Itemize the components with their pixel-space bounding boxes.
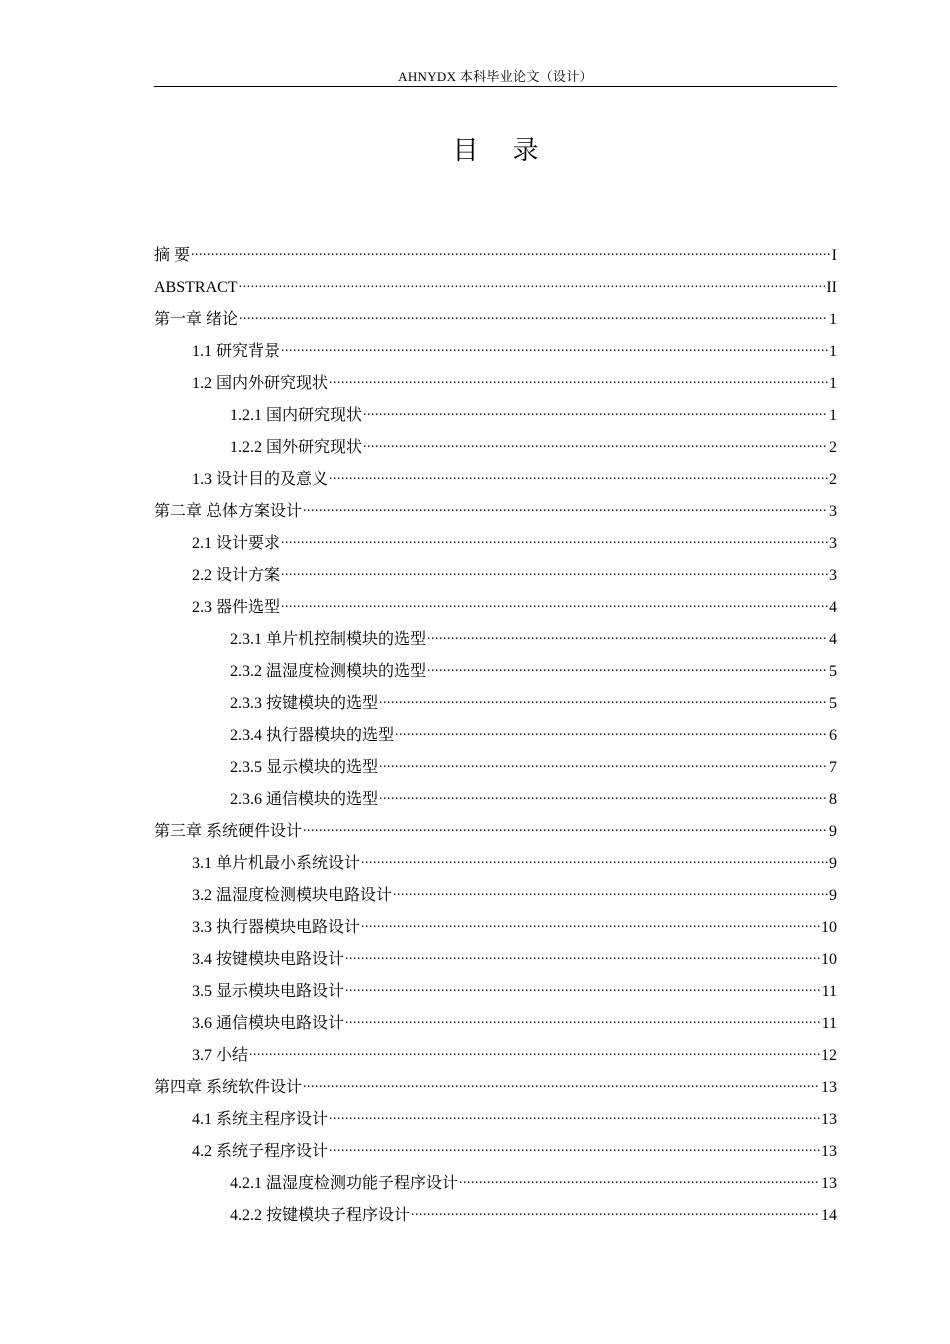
toc-dot-leader [239, 268, 826, 300]
toc-entry-title: 4.2.1 温湿度检测功能子程序设计 [230, 1175, 459, 1192]
toc-entry-page-number: 8 [829, 791, 837, 808]
toc-entry-title: 第三章 系统硬件设计 [154, 823, 303, 840]
toc-entry-page-number: 3 [829, 567, 837, 584]
toc-dot-leader [345, 940, 820, 972]
toc-entry-page-number: 13 [821, 1143, 837, 1160]
toc-entry[interactable] [154, 1200, 837, 1232]
toc-dot-leader [281, 556, 828, 588]
toc-entry-page-number: 9 [829, 887, 837, 904]
toc-entry-title: 1.3 设计目的及意义 [192, 471, 329, 488]
toc-entry-page-number: 5 [829, 663, 837, 680]
toc-dot-leader [345, 1004, 821, 1036]
toc-entry-page-number: 6 [829, 727, 837, 744]
toc-entry-page-number: 12 [821, 1047, 837, 1064]
toc-entry-title: 3.6 通信模块电路设计 [192, 1015, 345, 1032]
toc-entry-page-number: 13 [821, 1079, 837, 1096]
toc-dot-leader [379, 748, 828, 780]
toc-dot-leader [393, 876, 828, 908]
toc-dot-leader [329, 364, 828, 396]
toc-entry-page-number: 7 [829, 759, 837, 776]
toc-entry-page-number: 11 [821, 983, 837, 1000]
toc-dot-leader [427, 652, 828, 684]
toc-entry-page-number: 10 [821, 951, 837, 968]
toc-entry-title: 3.3 执行器模块电路设计 [192, 919, 361, 936]
toc-entry-page-number: 1 [829, 311, 837, 328]
toc-entry-title: 2.3 器件选型 [192, 599, 281, 616]
toc-entry-page-number: 3 [829, 503, 837, 520]
toc-entry-page-number: I [831, 247, 837, 264]
toc-dot-leader [363, 428, 828, 460]
toc-dot-leader [395, 716, 828, 748]
page-title: 目录 [452, 136, 573, 166]
header-rule [154, 86, 837, 87]
toc-entry-title: 4.2.2 按键模块子程序设计 [230, 1207, 411, 1224]
toc-entry-title: 2.2 设计方案 [192, 567, 281, 584]
toc-entry-title: 2.3.3 按键模块的选型 [230, 695, 379, 712]
toc-entry-page-number: 1 [829, 407, 837, 424]
toc-entry-title: ABSTRACT [154, 279, 238, 296]
toc-entry-page-number: 9 [829, 855, 837, 872]
table-of-contents [154, 240, 837, 1232]
toc-entry-title: 2.3.4 执行器模块的选型 [230, 727, 395, 744]
toc-entry-title: 2.3.2 温湿度检测模块的选型 [230, 663, 427, 680]
toc-dot-leader [459, 1164, 820, 1196]
toc-entry-title: 2.3.5 显示模块的选型 [230, 759, 379, 776]
toc-dot-leader [363, 396, 828, 428]
toc-entry-title: 4.2 系统子程序设计 [192, 1143, 329, 1160]
toc-entry-title: 2.3.1 单片机控制模块的选型 [230, 631, 427, 648]
toc-entry-title: 第二章 总体方案设计 [154, 503, 303, 520]
toc-dot-leader [303, 492, 828, 524]
running-header: AHNYDX 本科毕业论文（设计） [398, 69, 593, 84]
toc-entry-title: 第一章 绪论 [154, 311, 239, 328]
toc-dot-leader [303, 812, 828, 844]
toc-dot-leader [329, 460, 828, 492]
toc-entry-title: 3.7 小结 [192, 1047, 249, 1064]
toc-dot-leader [303, 1068, 820, 1100]
toc-entry-page-number: 2 [829, 439, 837, 456]
toc-dot-leader [249, 1036, 820, 1068]
toc-entry-page-number: 1 [829, 343, 837, 360]
toc-entry-page-number: 13 [821, 1175, 837, 1192]
toc-entry-page-number: 1 [829, 375, 837, 392]
toc-entry-page-number: 11 [821, 1015, 837, 1032]
toc-entry-title: 3.5 显示模块电路设计 [192, 983, 345, 1000]
toc-dot-leader [281, 524, 828, 556]
toc-dot-leader [191, 236, 831, 268]
toc-entry-page-number: 3 [829, 535, 837, 552]
toc-dot-leader [281, 588, 828, 620]
toc-entry-page-number: 9 [829, 823, 837, 840]
toc-entry-title: 摘 要 [154, 247, 191, 264]
toc-entry-page-number: 10 [821, 919, 837, 936]
toc-dot-leader [361, 908, 820, 940]
toc-entry-title: 4.1 系统主程序设计 [192, 1111, 329, 1128]
toc-dot-leader [379, 780, 828, 812]
toc-dot-leader [379, 684, 828, 716]
toc-entry-title: 1.2 国内外研究现状 [192, 375, 329, 392]
toc-entry-page-number: 14 [821, 1207, 837, 1224]
toc-entry-page-number: II [826, 279, 837, 296]
toc-dot-leader [329, 1100, 820, 1132]
toc-entry-page-number: 5 [829, 695, 837, 712]
toc-entry-title: 1.2.1 国内研究现状 [230, 407, 363, 424]
toc-entry-title: 2.1 设计要求 [192, 535, 281, 552]
toc-dot-leader [427, 620, 828, 652]
toc-entry-title: 3.4 按键模块电路设计 [192, 951, 345, 968]
toc-dot-leader [281, 332, 828, 364]
toc-entry-title: 第四章 系统软件设计 [154, 1079, 303, 1096]
toc-dot-leader [345, 972, 821, 1004]
toc-entry-title: 2.3.6 通信模块的选型 [230, 791, 379, 808]
toc-entry-title: 1.1 研究背景 [192, 343, 281, 360]
toc-dot-leader [329, 1132, 820, 1164]
toc-entry-title: 1.2.2 国外研究现状 [230, 439, 363, 456]
toc-entry-page-number: 2 [829, 471, 837, 488]
toc-entry-title: 3.2 温湿度检测模块电路设计 [192, 887, 393, 904]
toc-dot-leader [411, 1196, 820, 1228]
toc-dot-leader [361, 844, 828, 876]
toc-entry-page-number: 13 [821, 1111, 837, 1128]
toc-entry-page-number: 4 [829, 599, 837, 616]
toc-dot-leader [239, 300, 828, 332]
toc-entry-title: 3.1 单片机最小系统设计 [192, 855, 361, 872]
toc-entry-page-number: 4 [829, 631, 837, 648]
